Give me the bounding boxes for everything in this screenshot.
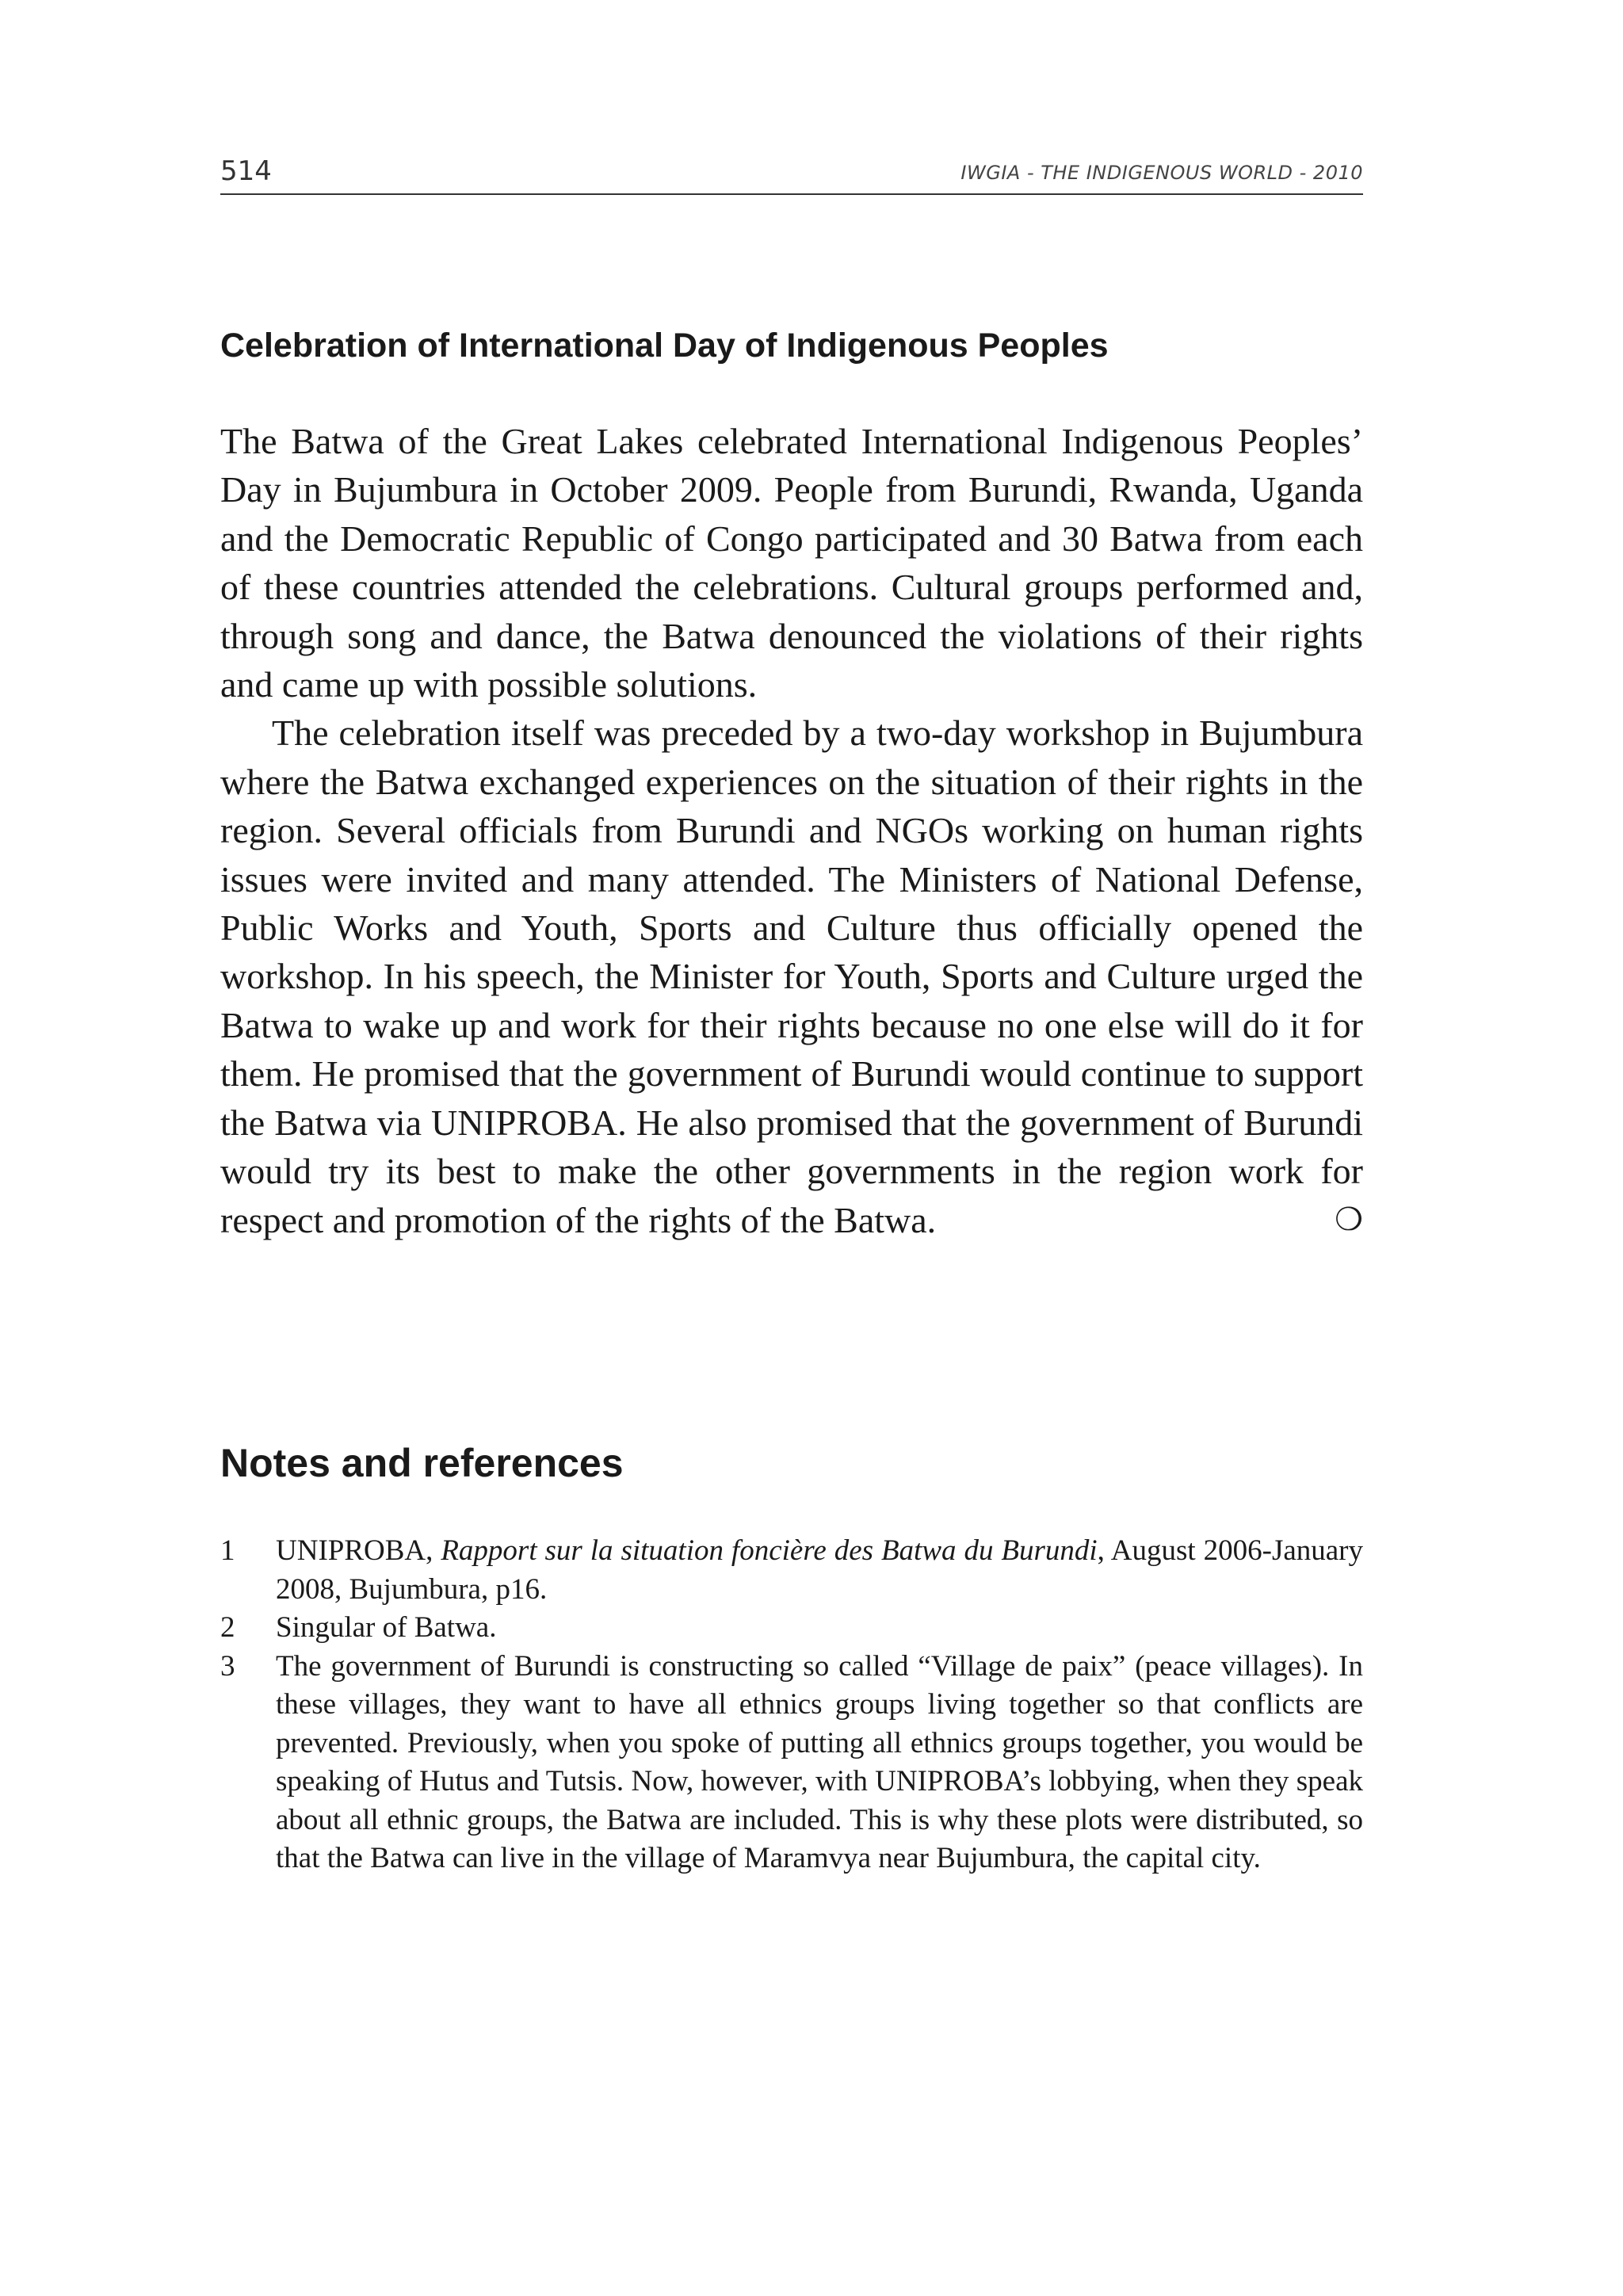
note-item bbox=[220, 1609, 1363, 1648]
note-number: 1 bbox=[220, 1534, 235, 1567]
section-body bbox=[220, 417, 1363, 1244]
running-head: IWGIA - THE INDIGENOUS WORLD - 2010 bbox=[960, 162, 1363, 184]
note-title-italic: Rapport sur la situation foncière des Batwa du Burundi bbox=[441, 1534, 1098, 1567]
note-text bbox=[276, 1532, 1363, 1609]
section-heading-celebration: Celebration of International Day of Indigenous Peoples bbox=[220, 327, 1109, 365]
note-text: Singular of Batwa. bbox=[276, 1611, 497, 1644]
note-item bbox=[220, 1648, 1363, 1878]
note-text-part: UNIPROBA, bbox=[276, 1534, 441, 1567]
note-number: 3 bbox=[220, 1649, 235, 1683]
note-text: The government of Burundi is constructing so called “Village de paix” (peace villages). In these villages, they want to have all ethnics groups living together so that conflicts are prevented. Previously, when you spoke of putting all ethnics groups together, you would be speaking of Hutus and Tutsis. Now, however, with UNIPROBA’s lobbying, when they speak about all ethnic groups, the Batwa are included. This is why these plots were distributed, so that the Batwa can live in the village of Maramvya near Bujumbura, the capital city. bbox=[276, 1649, 1363, 1874]
page-number: 514 bbox=[220, 155, 272, 187]
end-of-article-icon: ❍ bbox=[1335, 1201, 1363, 1238]
page-header bbox=[220, 155, 1363, 195]
note-item bbox=[220, 1532, 1363, 1609]
body-paragraph-text: The celebration itself was preceded by a two-day workshop in Bujumbura where the Batwa exchanged experiences on the situation of their rights in the region. Several officials from Burundi and NGOs working on human rights issues were invited and many attended. The Ministers of National Defense, Public Works and Youth, Sports and Culture thus officially opened the workshop. In his speech, the Minister for Youth, Sports and Culture urged the Batwa to wake up and work for their rights because no one else will do it for them. He promised that the government of Burundi would continue to support the Batwa via UNIPROBA. He also promised that the government of Burundi would try its best to make the other governments in the region work for respect and promotion of the rights of the Batwa. bbox=[220, 712, 1363, 1240]
note-text-part: , August 2006-January 2008, Bujumbura, p16. bbox=[276, 1534, 1364, 1606]
body-paragraph bbox=[220, 709, 1363, 1244]
note-number: 2 bbox=[220, 1611, 235, 1644]
body-paragraph: The Batwa of the Great Lakes celebrated International Indigenous Peoples’ Day in Bujumbura in October 2009. People from Burundi, Rwanda, Uganda and the Democratic Republic of Congo participated and 30 Batwa from each of these countries attended the celebrations. Cultural groups performed and, through song and dance, the Batwa denounced the violations of their rights and came up with possible solutions. bbox=[220, 421, 1363, 705]
notes-list bbox=[220, 1532, 1363, 1878]
notes-heading: Notes and references bbox=[220, 1441, 624, 1485]
